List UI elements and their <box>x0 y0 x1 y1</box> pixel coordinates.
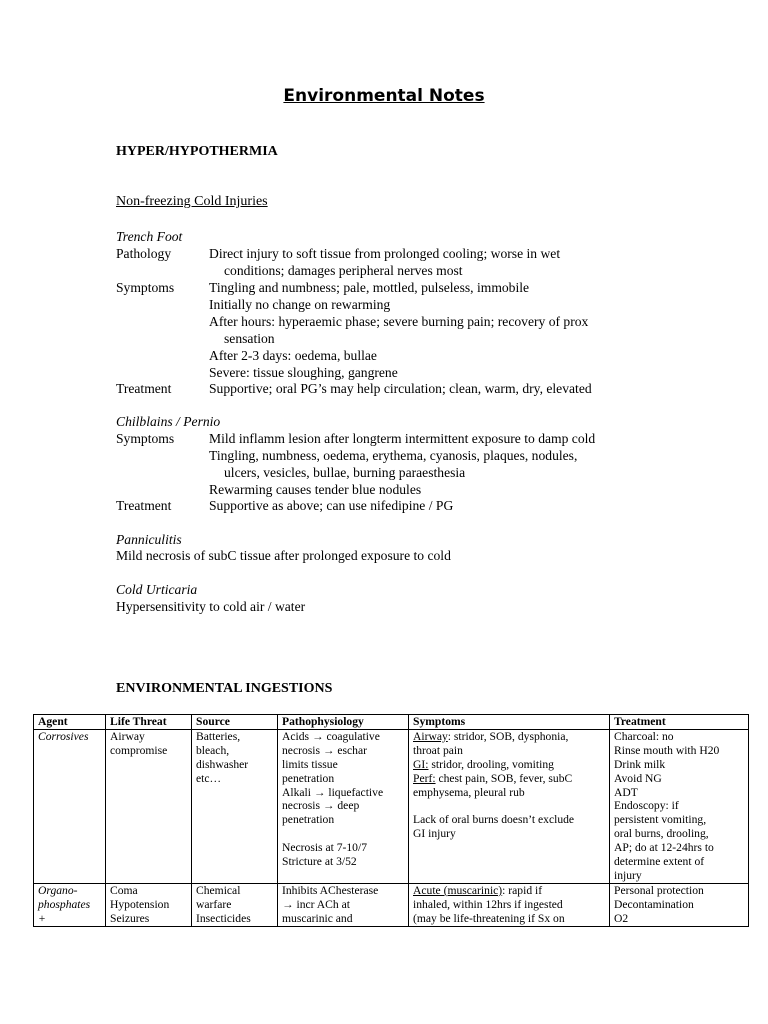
cell-line: + <box>38 911 46 925</box>
col-header-symptoms: Symptoms <box>409 715 610 730</box>
symptom-line: Severe: tissue sloughing, gangrene <box>209 365 398 380</box>
cell-line: bleach, <box>196 743 230 757</box>
symptom-line: Mild inflamm lesion after longterm intermittent exposure to damp cold <box>209 431 596 446</box>
cell-line: Drink milk <box>614 757 666 771</box>
cell-line: Acids → coagulative <box>282 729 380 743</box>
cell-line: determine extent of <box>614 855 705 869</box>
table-row <box>34 883 749 926</box>
col-header-treatment: Treatment <box>610 715 749 730</box>
symptom-line: After 2-3 days: oedema, bullae <box>209 348 377 363</box>
cell-line: Insecticides <box>196 911 251 925</box>
cell-line <box>413 884 605 898</box>
cell-line: Coma <box>110 883 138 897</box>
airway-text: : stridor, SOB, dysphonia, <box>447 729 569 743</box>
cell-line: Inhibits AChesterase <box>282 883 379 897</box>
table-row <box>34 729 749 883</box>
gi-text: stridor, drooling, vomiting <box>428 757 554 771</box>
page-title: Environmental Notes <box>283 86 485 106</box>
trench-pathology-line: Direct injury to soft tissue from prolonged cooling; worse in wet <box>209 246 561 261</box>
trench-pathology-label: Pathology <box>116 246 172 261</box>
cell-line: compromise <box>110 743 168 757</box>
col-header-life-threat: Life Threat <box>106 715 192 730</box>
ingestions-table <box>33 714 749 927</box>
cell-line: penetration <box>282 813 335 827</box>
cell-line: Chemical <box>196 883 241 897</box>
cell-treatment <box>610 729 749 883</box>
cell-line: Charcoal: no <box>614 729 674 743</box>
col-header-pathophysiology: Pathophysiology <box>278 715 409 730</box>
cell-line: Rinse mouth with H20 <box>614 743 720 757</box>
cell-line: etc… <box>196 771 222 785</box>
acute-muscarinic-text: : rapid if <box>502 883 543 897</box>
cell-source <box>192 729 278 883</box>
cell-line: Seizures <box>110 911 150 925</box>
cell-line: necrosis → eschar <box>282 743 367 757</box>
cell-line <box>413 758 605 772</box>
trench-treatment-label: Treatment <box>116 381 172 396</box>
cell-spacer <box>413 799 605 813</box>
cold-urticaria-text: Hypersensitivity to cold air / water <box>116 599 306 614</box>
cell-line: Endoscopy: if <box>614 799 679 813</box>
cell-line: emphysema, pleural rub <box>413 785 525 799</box>
cell-line: Stricture at 3/52 <box>282 855 357 869</box>
symptom-line: Tingling and numbness; pale, mottled, pulseless, immobile <box>209 280 530 295</box>
cell-line: Decontamination <box>614 897 694 911</box>
cell-line: (may be life-threatening if Sx on <box>413 911 565 925</box>
cell-symptoms <box>409 729 610 883</box>
cell-line <box>413 730 605 744</box>
trench-symptoms-label: Symptoms <box>116 280 175 295</box>
col-header-agent: Agent <box>34 715 106 730</box>
panniculitis-text: Mild necrosis of subC tissue after prolonged exposure to cold <box>116 548 451 563</box>
cell-symptoms <box>409 883 610 926</box>
chilblains-treatment-text: Supportive as above; can use nifedipine / PG <box>209 498 454 513</box>
cell-line: Avoid NG <box>614 771 662 785</box>
cell-line: → incr ACh at <box>282 897 350 911</box>
symptom-line: sensation <box>224 331 275 346</box>
cell-agent <box>34 883 106 926</box>
cell-agent: Corrosives <box>34 729 106 883</box>
cell-line: Batteries, <box>196 729 241 743</box>
section-heading-hyperhypothermia: HYPER/HYPOTHERMIA <box>116 144 278 159</box>
trench-pathology-line: conditions; damages peripheral nerves most <box>224 263 463 278</box>
cell-line: phosphates <box>38 897 91 911</box>
symptom-line: Rewarming causes tender blue nodules <box>209 482 422 497</box>
chilblains-heading: Chilblains / Pernio <box>116 414 221 429</box>
trench-pathology-text <box>209 245 669 279</box>
cell-spacer <box>282 827 404 841</box>
cell-pathophysiology <box>278 883 409 926</box>
cell-life-threat <box>106 883 192 926</box>
cell-line: Airway <box>110 729 145 743</box>
cell-line: Hypotension <box>110 897 170 911</box>
cell-treatment <box>610 883 749 926</box>
cell-line: inhaled, within 12hrs if ingested <box>413 897 563 911</box>
cell-line: O2 <box>614 911 629 925</box>
symptom-line: Initially no change on rewarming <box>209 297 391 312</box>
trench-treatment-text: Supportive; oral PG’s may help circulation; clean, warm, dry, elevated <box>209 381 592 396</box>
cell-line: dishwasher <box>196 757 249 771</box>
cell-line: Personal protection <box>614 883 704 897</box>
cell-line: penetration <box>282 771 335 785</box>
cell-source <box>192 883 278 926</box>
trench-symptoms-list <box>209 279 669 381</box>
airway-label: Airway <box>413 729 448 743</box>
cell-pathophysiology <box>278 729 409 883</box>
cell-line: limits tissue <box>282 757 338 771</box>
gi-label: GI: <box>413 757 429 771</box>
cell-line: persistent vomiting, <box>614 813 707 827</box>
table-header-row <box>34 715 749 730</box>
symptom-line: ulcers, vesicles, bullae, burning paraesthesia <box>224 465 466 480</box>
perf-label: Perf: <box>413 771 436 785</box>
cell-line: GI injury <box>413 827 456 841</box>
cell-line: necrosis → deep <box>282 799 360 813</box>
trench-foot-heading: Trench Foot <box>116 229 183 244</box>
panniculitis-heading: Panniculitis <box>116 532 182 547</box>
cell-line: warfare <box>196 897 232 911</box>
cell-line: ADT <box>614 785 638 799</box>
perf-text: chest pain, SOB, fever, subC <box>435 771 573 785</box>
cell-line: injury <box>614 868 642 882</box>
cold-urticaria-heading: Cold Urticaria <box>116 582 198 597</box>
symptom-line: After hours: hyperaemic phase; severe burning pain; recovery of prox <box>209 314 589 329</box>
cell-line: throat pain <box>413 743 463 757</box>
chilblains-treatment-label: Treatment <box>116 498 172 513</box>
cell-line: Lack of oral burns doesn’t exclude <box>413 813 575 827</box>
cell-line: oral burns, drooling, <box>614 827 709 841</box>
chilblains-symptoms-list <box>209 430 689 498</box>
cell-line: Alkali → liquefactive <box>282 785 384 799</box>
col-header-source: Source <box>192 715 278 730</box>
cell-line: Organo- <box>38 883 78 897</box>
cell-line: muscarinic and <box>282 911 353 925</box>
cell-life-threat <box>106 729 192 883</box>
cell-line: Necrosis at 7-10/7 <box>282 841 368 855</box>
acute-muscarinic-label: Acute (muscarinic) <box>413 883 503 897</box>
section-heading-ingestions: ENVIRONMENTAL INGESTIONS <box>116 681 333 696</box>
subsection-heading-nonfreezing: Non-freezing Cold Injuries <box>116 194 268 209</box>
chilblains-symptoms-label: Symptoms <box>116 431 175 446</box>
cell-line: AP; do at 12-24hrs to <box>614 841 714 855</box>
symptom-line: Tingling, numbness, oedema, erythema, cyanosis, plaques, nodules, <box>209 448 578 463</box>
cell-line <box>413 772 605 786</box>
